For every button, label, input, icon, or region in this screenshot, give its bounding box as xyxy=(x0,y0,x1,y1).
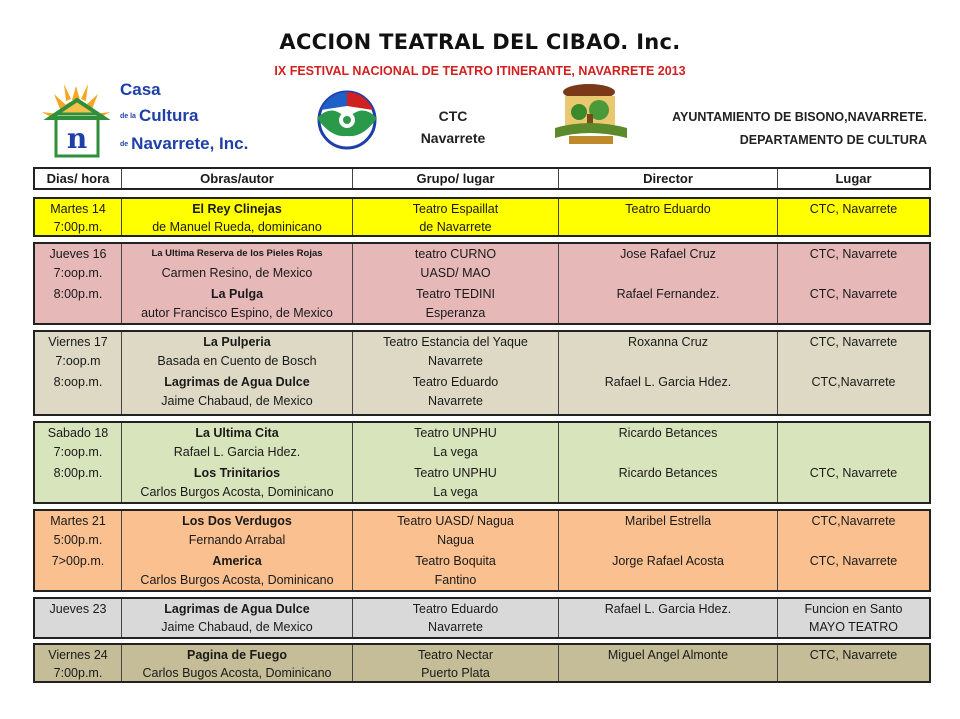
cell-text: Jueves 16 xyxy=(49,247,107,261)
cell-text: 7:oop.m. xyxy=(53,266,103,280)
cell-text: Viernes 17 xyxy=(48,335,108,349)
table-cell xyxy=(353,199,559,235)
cell-text: Teatro Boquita xyxy=(415,554,496,568)
schedule-day-block xyxy=(33,421,931,504)
cell-text: Lagrimas de Agua Dulce xyxy=(164,375,310,389)
column-header: Obras/autor xyxy=(122,169,353,188)
cell-text: Fantino xyxy=(434,573,477,587)
cell-text: Roxanna Cruz xyxy=(628,335,708,349)
circular-emblem-logo xyxy=(303,88,391,152)
cell-text: La Ultima Reserva de los Pieles Rojas xyxy=(151,248,323,259)
cell-text: America xyxy=(212,554,262,568)
cell-text: La vega xyxy=(433,485,478,499)
cell-text: 8:00p.m. xyxy=(53,466,103,480)
cell-text: CTC, Navarrete xyxy=(809,287,898,301)
table-cell xyxy=(778,244,929,323)
cell-text: La Ultima Cita xyxy=(195,426,279,440)
table-cell xyxy=(353,511,559,590)
cell-text: Pagina de Fuego xyxy=(186,648,287,662)
cell-text: 8:oop.m. xyxy=(53,375,103,389)
cell-text: Basada en Cuento de Bosch xyxy=(157,354,317,368)
table-cell xyxy=(35,599,122,637)
cell-text: Jaime Chabaud, de Mexico xyxy=(161,620,313,634)
table-cell xyxy=(353,332,559,414)
ctc-label: CTC Navarrete xyxy=(420,108,486,146)
page-title: ACCION TEATRAL DEL CIBAO. Inc. xyxy=(279,30,681,54)
cell-text: Teatro Eduardo xyxy=(412,375,499,389)
cell-text: Teatro Eduardo xyxy=(625,202,711,216)
ayuntamiento-text: AYUNTAMIENTO DE BISONO,NAVARRETE. DEPARTAMENTO DE CULTURA xyxy=(672,110,927,147)
cell-text: Viernes 24 xyxy=(48,648,108,662)
cell-text: Ricardo Betances xyxy=(618,426,718,440)
schedule-day-block xyxy=(33,597,931,639)
schedule-day-block xyxy=(33,330,931,416)
cell-text: La Pulga xyxy=(210,287,264,301)
cell-text: 7>00p.m. xyxy=(51,554,105,568)
cell-text: Teatro Nectar xyxy=(417,648,494,662)
table-cell xyxy=(778,511,929,590)
cell-text: MAYO TEATRO xyxy=(809,620,898,634)
cell-text: autor Francisco Espino, de Mexico xyxy=(141,306,333,320)
table-cell xyxy=(778,332,929,414)
table-cell xyxy=(353,423,559,502)
table-cell xyxy=(122,599,353,637)
cell-text: UASD/ MAO xyxy=(420,266,491,280)
table-cell xyxy=(778,423,929,502)
cell-text: Nagua xyxy=(437,533,474,547)
table-cell xyxy=(122,244,353,323)
cell-text: Rafael L. Garcia Hdez. xyxy=(604,375,732,389)
table-cell xyxy=(559,332,778,414)
cell-text: 8:00p.m. xyxy=(53,287,103,301)
cell-text: CTC,Navarrete xyxy=(811,514,896,528)
table-cell xyxy=(122,332,353,414)
table-cell xyxy=(778,645,929,681)
cell-text: 5:00p.m. xyxy=(53,533,103,547)
table-cell xyxy=(35,645,122,681)
table-cell xyxy=(122,423,353,502)
cell-text: Los Trinitarios xyxy=(193,466,281,480)
cell-text: CTC, Navarrete xyxy=(809,648,898,662)
table-cell xyxy=(35,332,122,414)
cell-text: Los Dos Verdugos xyxy=(182,514,292,528)
festival-subtitle: IX FESTIVAL NACIONAL DE TEATRO ITINERANTE, NAVARRETE 2013 xyxy=(274,64,686,78)
column-header: Lugar xyxy=(835,171,872,186)
cell-text: CTC,Navarrete xyxy=(811,375,896,389)
table-cell xyxy=(778,199,929,235)
cell-text: Teatro UASD/ Nagua xyxy=(397,514,514,528)
cell-text: Sabado 18 xyxy=(47,426,109,440)
cell-text: 7:00p.m. xyxy=(53,666,103,680)
cell-text: Jose Rafael Cruz xyxy=(620,247,716,261)
cell-text: Carmen Resino, de Mexico xyxy=(161,266,313,280)
cell-text: Rafael L. Garcia Hdez. xyxy=(173,445,301,459)
cell-text: La vega xyxy=(433,445,478,459)
cell-text: CTC, Navarrete xyxy=(809,335,898,349)
cell-text: La Pulperia xyxy=(203,335,271,349)
cell-text: Jueves 23 xyxy=(49,602,107,616)
cell-text: de Navarrete xyxy=(419,220,492,234)
cell-text: Martes 21 xyxy=(50,514,106,528)
cell-text: 7:oop.m xyxy=(55,354,101,368)
schedule-day-block xyxy=(33,643,931,683)
cell-text: Maribel Estrella xyxy=(624,514,712,528)
cell-text: Rafael L. Garcia Hdez. xyxy=(604,602,732,616)
cell-text: Teatro Estancia del Yaque xyxy=(383,335,528,349)
schedule-day-block xyxy=(33,242,931,325)
cell-text: CTC, Navarrete xyxy=(809,202,898,216)
cell-text: Teatro Eduardo xyxy=(412,602,499,616)
cell-text: Navarrete xyxy=(428,394,483,408)
table-cell xyxy=(559,645,778,681)
cell-text: 7:oop.m. xyxy=(53,445,103,459)
svg-text:n: n xyxy=(66,122,88,155)
cell-text: Teatro UNPHU xyxy=(414,426,497,440)
table-cell xyxy=(559,199,778,235)
column-header: Grupo/ lugar xyxy=(353,169,559,188)
cell-text: Rafael Fernandez. xyxy=(616,287,720,301)
cell-text: CTC, Navarrete xyxy=(809,466,898,480)
cell-text: El Rey Clinejas xyxy=(192,202,282,216)
cell-text: Teatro Espaillat xyxy=(412,202,499,216)
cell-text: de Manuel Rueda, dominicano xyxy=(152,220,322,234)
cell-text: Teatro TEDINI xyxy=(416,287,495,301)
cell-text: Puerto Plata xyxy=(421,666,490,680)
cell-text: Fernando Arrabal xyxy=(188,533,286,547)
ayuntamiento-logo xyxy=(549,82,633,148)
column-header: Dias/ hora xyxy=(35,169,122,188)
cell-text: teatro CURNO xyxy=(414,247,497,261)
cell-text: CTC, Navarrete xyxy=(809,554,898,568)
cell-text: Funcion en Santo xyxy=(804,602,903,616)
table-cell xyxy=(35,244,122,323)
cell-text: Ricardo Betances xyxy=(618,466,718,480)
cell-text: Miguel Angel Almonte xyxy=(607,648,729,662)
cell-text: CTC, Navarrete xyxy=(809,247,898,261)
table-cell xyxy=(35,511,122,590)
table-cell xyxy=(35,423,122,502)
cell-text: Teatro UNPHU xyxy=(414,466,497,480)
table-cell xyxy=(559,423,778,502)
table-cell xyxy=(35,199,122,235)
table-cell xyxy=(122,645,353,681)
cell-text: Carlos Bugos Acosta, Dominicano xyxy=(142,666,332,680)
table-cell xyxy=(559,511,778,590)
cell-text: Martes 14 xyxy=(50,202,106,216)
cell-text: Jaime Chabaud, de Mexico xyxy=(161,394,313,408)
table-cell xyxy=(778,599,929,637)
cell-text: Jorge Rafael Acosta xyxy=(612,554,724,568)
table-cell xyxy=(353,599,559,637)
table-cell xyxy=(122,199,353,235)
table-cell xyxy=(559,599,778,637)
table-cell xyxy=(559,244,778,323)
table-cell xyxy=(122,511,353,590)
cell-text: Navarrete xyxy=(428,620,483,634)
cell-text: Lagrimas de Agua Dulce xyxy=(164,602,310,616)
cell-text: Carlos Burgos Acosta, Dominicano xyxy=(140,573,334,587)
schedule-day-block xyxy=(33,509,931,592)
cell-text: Carlos Burgos Acosta, Dominicano xyxy=(140,485,334,499)
schedule-header-row xyxy=(33,167,931,190)
cell-text: Navarrete xyxy=(428,354,483,368)
cell-text: Esperanza xyxy=(425,306,486,320)
schedule-day-block xyxy=(33,197,931,237)
cell-text: 7:00p.m. xyxy=(53,220,103,234)
column-header: Director xyxy=(559,169,778,188)
table-cell xyxy=(353,244,559,323)
table-cell xyxy=(353,645,559,681)
